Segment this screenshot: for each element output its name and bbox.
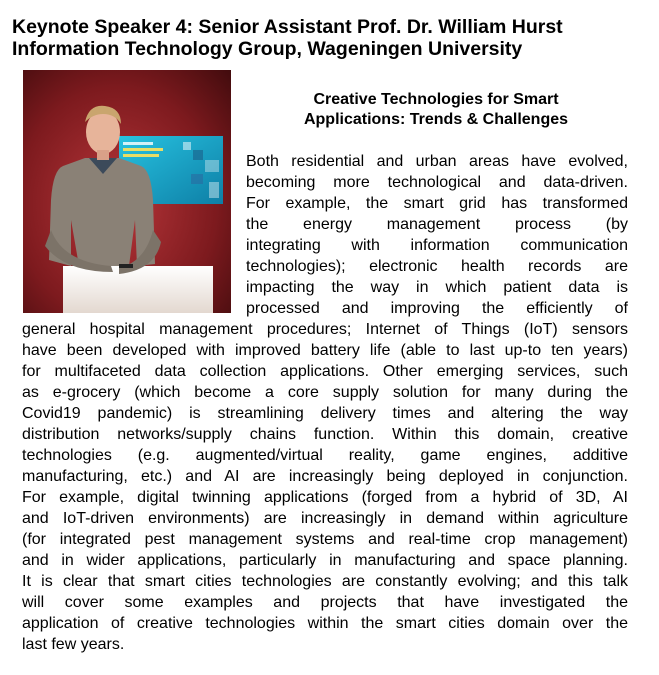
talk-title <box>246 90 626 130</box>
speaker-heading <box>12 16 563 60</box>
abstract-line: will cover some examples and projects that have investigated the <box>22 594 628 611</box>
abstract-line: and IoT-driven environments) are increasingly in demand within agriculture <box>22 510 628 527</box>
abstract-line: impacting the way in which patient data is <box>246 279 628 296</box>
abstract-line: the energy management process (by <box>246 216 628 233</box>
speaker-heading-line1: Keynote Speaker 4: Senior Assistant Prof. Dr. William Hurst <box>12 16 563 38</box>
abstract-line: processed and improving the efficiently of <box>246 300 628 317</box>
abstract-line: technologies); electronic health records are <box>246 258 628 275</box>
speaker-photo <box>23 70 231 313</box>
abstract-line: as e-grocery (which become a core supply solution for many during the <box>22 384 628 401</box>
abstract-line: It is clear that smart cities technologies are constantly evolving; and this talk <box>22 573 628 590</box>
abstract-line: For example, the smart grid has transformed <box>246 195 628 212</box>
abstract-line: for multifaceted data collection applications. Other emerging services, such <box>22 363 628 380</box>
abstract-line: For example, digital twinning applications (forged from a hybrid of 3D, AI <box>22 489 628 506</box>
abstract-line: distribution networks/supply chains function. Within this domain, creative <box>22 426 628 443</box>
talk-title-line1: Creative Technologies for Smart <box>313 91 559 108</box>
abstract-line: integrating with information communication <box>246 237 628 254</box>
abstract-line: application of creative technologies within the smart cities domain over the <box>22 615 628 632</box>
abstract-line: last few years. <box>22 636 125 653</box>
abstract-line: general hospital management procedures; Internet of Things (IoT) sensors <box>22 321 628 338</box>
abstract-line: manufacturing, etc.) and AI are increasingly being deployed in conjunction. <box>22 468 628 485</box>
abstract-line: Both residential and urban areas have evolved, <box>246 153 628 170</box>
abstract-line: and in wider applications, particularly in manufacturing and space planning. <box>22 552 628 569</box>
speaker-heading-line2: Information Technology Group, Wageningen University <box>12 38 523 60</box>
abstract-line: becoming more technological and data-driven. <box>246 174 628 191</box>
talk-title-line2: Applications: Trends & Challenges <box>303 111 569 128</box>
abstract-line: Covid19 pandemic) is streamlining delivery times and altering the way <box>22 405 628 422</box>
abstract-line: technologies (e.g. augmented/virtual reality, game engines, additive <box>22 447 628 464</box>
abstract-line: (for integrated pest management systems and real-time crop management) <box>22 531 628 548</box>
abstract-line: have been developed with improved battery life (able to last up-to ten years) <box>22 342 628 359</box>
